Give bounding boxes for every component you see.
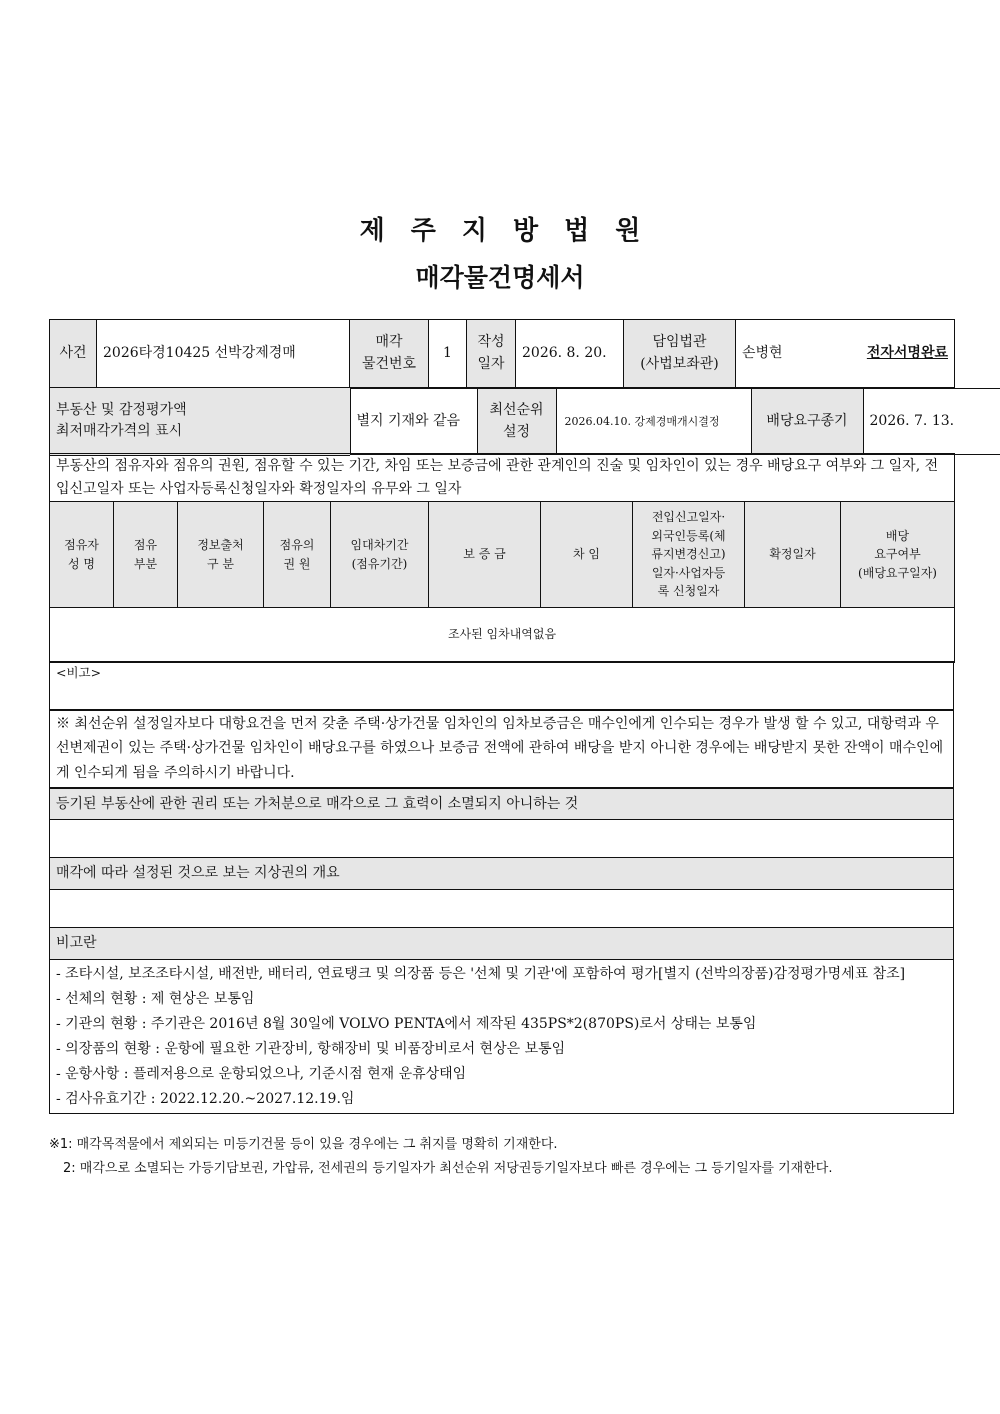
case-number: 2026타경10425 선박강제경매 (97, 320, 350, 388)
col-occupied-part: 점유 부분 (114, 502, 178, 608)
judge-cell (736, 320, 955, 388)
bigo-content (50, 960, 954, 1114)
footnote-2: 2: 매각으로 소멸되는 가등기담보권, 가압류, 전세권의 등기일자가 최선순위 저당권등기일자보다 빠른 경우에는 그 등기일자를 기재한다. (63, 1161, 833, 1177)
occupancy-table (49, 453, 955, 663)
priority-label: 최선순위 설정 (477, 389, 556, 455)
bigo-header: 비고란 (50, 928, 954, 960)
item-number-label: 매각 물건번호 (350, 320, 429, 388)
property-label: 부동산 및 감정평가액 최저매각가격의 표시 (50, 388, 350, 456)
judge-name: 손병현 (742, 344, 783, 361)
priority-value: 2026.04.10. 강제경매개시결정 (556, 389, 751, 455)
no-lease-message: 조사된 임차내역없음 (50, 608, 955, 662)
rights-header: 등기된 부동산에 관한 권리 또는 가처분으로 매각으로 그 효력이 소멸되지 아니하는 것 (50, 788, 954, 820)
written-date: 2026. 8. 20. (516, 320, 624, 388)
case-label: 사건 (50, 320, 97, 388)
occupancy-description: 부동산의 점유자와 점유의 권원, 점유할 수 있는 기간, 차임 또는 보증금에 관한 관계인의 진술 및 임차인이 있는 경우 배당요구 여부와 그 일자, 전입신고일자 또는 사업자등록신청일자와 확정일자의 유무와 그 일자 (50, 454, 955, 502)
col-occupancy-title: 점유의 권 원 (264, 502, 331, 608)
bigo-line: - 조타시설, 보조조타시설, 배전반, 배터리, 연료탱크 및 의장품 등은 '선체 및 기관'에 포함하여 평가[별지 (선박의장품)감정평가명세표 참조] (56, 966, 906, 982)
dividend-deadline-value: 2026. 7. 13. (863, 389, 1000, 455)
bigo-line: - 검사유효기간 : 2022.12.20.~2027.12.19.임 (56, 1090, 355, 1107)
col-info-source: 정보출처 구 분 (178, 502, 264, 608)
priority-notice: ※ 최선순위 설정일자보다 대항요건을 먼저 갖춘 주택·상가건물 임차인의 임차보증금은 매수인에게 인수되는 경우가 발생 할 수 있고, 대항력과 우선변제권이 있는 주택·상가건물 임차인이 배당요구를 하였으나 보증금 전액에 관하여 배당을 받지 아니한 경우에는 배당받지 못한 잔액이 매수인에게 인수되게 됨을 주의하시기 바랍니다. (50, 710, 954, 788)
surface-right-value (50, 890, 954, 928)
remarks-table (49, 661, 954, 711)
col-deposit: 보 증 금 (429, 502, 541, 608)
col-dividend-request: 배당 요구여부 (배당요구일자) (841, 502, 955, 608)
footnote-1: ※1: 매각목적물에서 제외되는 미등기건물 등이 있을 경우에는 그 취지를 명확히 기재한다. (49, 1137, 558, 1152)
col-move-in-date: 전입신고일자· 외국인등록(체 류지변경신고) 일자·사업자등 록 신청일자 (633, 502, 745, 608)
col-occupant-name: 점유자 성 명 (50, 502, 114, 608)
notice-table (49, 709, 954, 1114)
bigo-line: - 선체의 현황 : 제 현상은 보통임 (56, 990, 255, 1007)
rights-value (50, 820, 954, 858)
surface-right-header: 매각에 따라 설정된 것으로 보는 지상권의 개요 (50, 858, 954, 890)
property-value-cell: 별지 기재와 같음 (350, 389, 477, 455)
remarks-label: <비고> (50, 662, 954, 710)
document-title: 매각물건명세서 (415, 263, 585, 292)
footnotes (49, 1133, 969, 1181)
bigo-line: - 기관의 현황 : 주기관은 2016년 8월 30일에 VOLVO PENTA에서 제작된 435PS*2(870PS)로서 상태는 보통임 (56, 1015, 757, 1032)
col-fixed-date: 확정일자 (745, 502, 841, 608)
court-name: 제주지방법원 (359, 216, 667, 246)
occupancy-header-row (50, 502, 955, 608)
electronic-signature: 전자서명완료 (866, 344, 948, 361)
case-info-table (49, 319, 955, 456)
bigo-line: - 운항사항 : 플레저용으로 운항되었으나, 기준시점 현재 운휴상태임 (56, 1065, 467, 1082)
item-number: 1 (429, 320, 467, 388)
judge-label: 담임법관 (사법보좌관) (624, 320, 736, 388)
col-rent: 차 임 (541, 502, 633, 608)
bigo-line: - 의장품의 현황 : 운항에 필요한 기관장비, 항해장비 및 비품장비로서 현상은 보통임 (56, 1040, 566, 1057)
dividend-deadline-label: 배당요구종기 (751, 389, 863, 455)
written-date-label: 작성 일자 (467, 320, 516, 388)
col-lease-period: 임대차기간 (점유기간) (331, 502, 429, 608)
